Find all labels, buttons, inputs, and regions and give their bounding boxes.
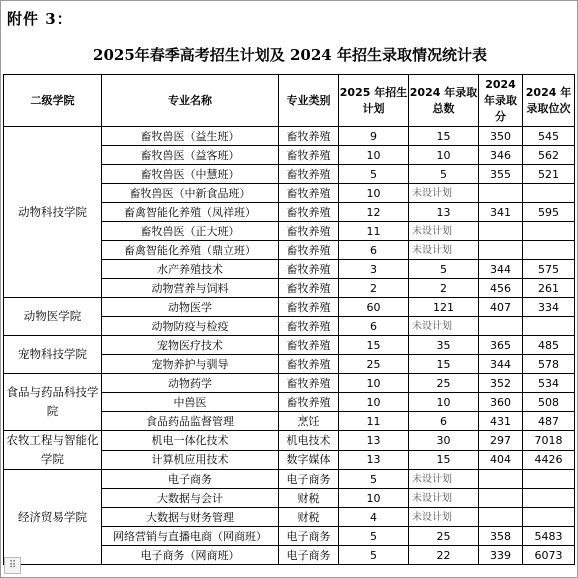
rank-cell [523,317,575,336]
enrolled-cell: 未设计划 [409,508,479,527]
major-cell: 动物营养与饲料 [102,279,279,298]
score-cell: 344 [479,355,523,374]
enrolled-cell: 25 [409,374,479,393]
plan-cell: 10 [339,374,409,393]
plan-cell: 5 [339,470,409,489]
category-cell: 畜牧养殖 [279,393,339,412]
plan-cell: 6 [339,317,409,336]
score-cell: 456 [479,279,523,298]
score-cell: 407 [479,298,523,317]
rank-cell: 545 [523,127,575,146]
rank-cell: 5483 [523,527,575,546]
score-cell [479,184,523,203]
score-cell [479,489,523,508]
rank-cell: 521 [523,165,575,184]
plan-cell: 11 [339,412,409,431]
header-plan-2025: 2025 年招生计划 [339,75,409,127]
rank-cell: 534 [523,374,575,393]
enrolled-cell: 15 [409,450,479,470]
page-title: 2025年春季高考招生计划及 2024 年招生录取情况统计表 [93,46,487,64]
category-cell: 畜牧养殖 [279,146,339,165]
major-cell: 畜牧兽医（中慧班） [102,165,279,184]
header-major: 专业名称 [102,75,279,127]
major-cell: 畜牧兽医（益生班） [102,127,279,146]
enrolled-cell: 5 [409,260,479,279]
major-cell: 动物防疫与检疫 [102,317,279,336]
category-cell: 畜牧养殖 [279,241,339,260]
enrolled-cell: 10 [409,146,479,165]
major-cell: 畜牧兽医（正大班） [102,222,279,241]
enrolled-cell: 未设计划 [409,184,479,203]
score-cell: 404 [479,450,523,470]
plan-cell: 25 [339,355,409,374]
major-cell: 中兽医 [102,393,279,412]
score-cell: 365 [479,336,523,355]
enrolled-cell: 121 [409,298,479,317]
rank-cell: 334 [523,298,575,317]
major-cell: 大数据与财务管理 [102,508,279,527]
header-college: 二级学院 [4,75,102,127]
plan-cell: 13 [339,431,409,451]
score-cell [479,317,523,336]
enrolled-cell: 22 [409,546,479,565]
score-cell: 339 [479,546,523,565]
table-header-row [4,75,575,127]
plan-cell: 13 [339,450,409,470]
score-cell [479,508,523,527]
rank-cell: 485 [523,336,575,355]
enrolled-cell: 35 [409,336,479,355]
header-category: 专业类别 [279,75,339,127]
enrolled-cell: 6 [409,412,479,431]
major-cell: 水产养殖技术 [102,260,279,279]
rank-cell: 562 [523,146,575,165]
score-cell: 346 [479,146,523,165]
enrolled-cell: 25 [409,527,479,546]
rank-cell: 261 [523,279,575,298]
enrolled-cell: 未设计划 [409,470,479,489]
rank-cell [523,508,575,527]
major-cell: 宠物养护与驯导 [102,355,279,374]
rank-cell [523,470,575,489]
score-cell [479,241,523,260]
rank-cell [523,489,575,508]
score-cell: 431 [479,412,523,431]
category-cell: 畜牧养殖 [279,222,339,241]
category-cell: 烹饪 [279,412,339,431]
category-cell: 机电技术 [279,431,339,451]
major-cell: 电子商务（网商班） [102,546,279,565]
rank-cell: 7018 [523,431,575,451]
college-cell: 经济贸易学院 [4,470,102,565]
plan-cell: 10 [339,489,409,508]
enrolled-cell: 30 [409,431,479,451]
plan-cell: 4 [339,508,409,527]
plan-cell: 15 [339,336,409,355]
major-cell: 电子商务 [102,470,279,489]
category-cell: 畜牧养殖 [279,317,339,336]
college-cell: 动物科技学院 [4,127,102,298]
major-cell: 网络营销与直播电商（网商班） [102,527,279,546]
score-cell: 350 [479,127,523,146]
plan-cell: 3 [339,260,409,279]
major-cell: 宠物医疗技术 [102,336,279,355]
college-cell: 动物医学院 [4,298,102,336]
category-cell: 畜牧养殖 [279,336,339,355]
score-cell [479,222,523,241]
enrolled-cell: 2 [409,279,479,298]
plan-cell: 12 [339,203,409,222]
plan-cell: 10 [339,393,409,412]
plan-cell: 5 [339,527,409,546]
category-cell: 畜牧养殖 [279,279,339,298]
plan-cell: 10 [339,146,409,165]
plan-cell: 5 [339,165,409,184]
category-cell: 畜牧养殖 [279,298,339,317]
major-cell: 计算机应用技术 [102,450,279,470]
category-cell: 畜牧养殖 [279,260,339,279]
major-cell: 畜禽智能化养殖（凤祥班） [102,203,279,222]
score-cell: 360 [479,393,523,412]
header-enrolled-2024: 2024 年录取总数 [409,75,479,127]
table-row [4,336,575,355]
enrolled-cell: 10 [409,393,479,412]
enrolled-cell: 未设计划 [409,489,479,508]
score-cell: 355 [479,165,523,184]
category-cell: 数字媒体 [279,450,339,470]
plan-cell: 6 [339,241,409,260]
category-cell: 电子商务 [279,470,339,489]
rank-cell: 6073 [523,546,575,565]
rank-cell: 508 [523,393,575,412]
major-cell: 动物药学 [102,374,279,393]
score-cell: 344 [479,260,523,279]
category-cell: 畜牧养殖 [279,184,339,203]
rank-cell: 4426 [523,450,575,470]
score-cell: 352 [479,374,523,393]
enrolled-cell: 15 [409,127,479,146]
category-cell: 电子商务 [279,527,339,546]
major-cell: 畜牧兽医（益客班） [102,146,279,165]
plan-cell: 9 [339,127,409,146]
rank-cell: 595 [523,203,575,222]
enrolled-cell: 未设计划 [409,317,479,336]
rank-cell: 487 [523,412,575,431]
category-cell: 畜牧养殖 [279,355,339,374]
rank-cell [523,241,575,260]
category-cell: 畜牧养殖 [279,374,339,393]
major-cell: 食品药品监督管理 [102,412,279,431]
rank-cell: 575 [523,260,575,279]
rank-cell: 578 [523,355,575,374]
table-row [4,374,575,393]
major-cell: 大数据与会计 [102,489,279,508]
category-cell: 畜牧养殖 [279,165,339,184]
header-rank-2024: 2024 年录取位次 [523,75,575,127]
category-cell: 财税 [279,508,339,527]
plan-cell: 2 [339,279,409,298]
table-row [4,298,575,317]
enrolled-cell: 5 [409,165,479,184]
score-cell: 358 [479,527,523,546]
table-row [4,127,575,146]
rank-cell [523,222,575,241]
college-cell: 食品与药品科技学院 [4,374,102,431]
major-cell: 畜牧兽医（中新食品班） [102,184,279,203]
major-cell: 动物医学 [102,298,279,317]
plan-cell: 5 [339,546,409,565]
score-cell [479,470,523,489]
table-row [4,470,575,489]
score-cell: 297 [479,431,523,451]
plan-cell: 60 [339,298,409,317]
plan-cell: 11 [339,222,409,241]
college-cell: 农牧工程与智能化学院 [4,431,102,470]
major-cell: 畜禽智能化养殖（鼎立班） [102,241,279,260]
score-cell: 341 [479,203,523,222]
header-score-2024: 2024 年录取分 [479,75,523,127]
category-cell: 畜牧养殖 [279,203,339,222]
drag-handle-icon[interactable]: ⠿ [4,557,21,574]
enrolled-cell: 未设计划 [409,222,479,241]
rank-cell [523,184,575,203]
category-cell: 电子商务 [279,546,339,565]
table-row [4,431,575,451]
attachment-label: 附件 3： [7,10,73,28]
enrolled-cell: 未设计划 [409,241,479,260]
enrollment-table [3,74,575,565]
major-cell: 机电一体化技术 [102,431,279,451]
category-cell: 财税 [279,489,339,508]
category-cell: 畜牧养殖 [279,127,339,146]
college-cell: 宠物科技学院 [4,336,102,374]
enrolled-cell: 13 [409,203,479,222]
plan-cell: 10 [339,184,409,203]
enrolled-cell: 15 [409,355,479,374]
